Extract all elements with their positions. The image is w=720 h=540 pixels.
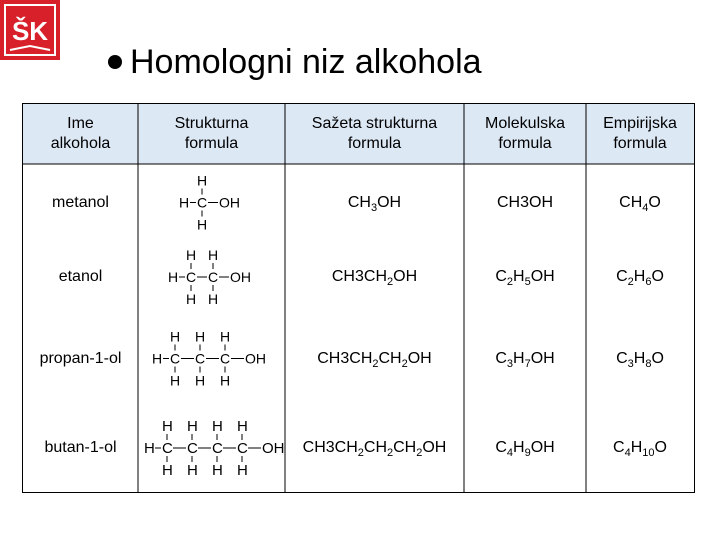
alcohol-name: etanol [58, 268, 103, 285]
atom-label: OH [229, 269, 251, 285]
formula-part: O [651, 268, 664, 285]
formula-subscript: 2 [401, 357, 408, 370]
cell-molecular [464, 241, 586, 313]
formula-subscript: 3 [506, 357, 513, 370]
cell-molecular [464, 404, 586, 492]
structural-formula [177, 164, 267, 241]
formula-part: H [630, 439, 643, 456]
atom-label: OH [218, 194, 240, 211]
atom-label: H [152, 350, 163, 367]
slide-title: Homologni niz alkohola [130, 43, 482, 81]
formula-subscript: 2 [387, 276, 394, 288]
formula-part: CH3CH [302, 439, 358, 456]
atom-label: H [187, 418, 198, 435]
formula-part: CH [347, 193, 371, 211]
cell-molecular [464, 164, 586, 241]
header-cell-molecular [464, 104, 586, 164]
formula-subscript: 2 [357, 447, 364, 459]
cell-empirical [586, 313, 694, 404]
cell-name [23, 404, 138, 492]
formula-text [348, 194, 401, 212]
atom-label: C [162, 440, 173, 457]
atom-label: H [162, 462, 173, 479]
formula-subscript: 2 [387, 447, 394, 459]
header-cell-condensed [285, 104, 464, 164]
header-cell-name [23, 104, 138, 164]
cell-molecular [464, 313, 586, 404]
formula-subscript: 3 [627, 357, 634, 370]
header-line: Ime [67, 115, 94, 132]
formula-subscript: 2 [627, 276, 634, 288]
formula-text [303, 439, 447, 457]
formula-part: H [513, 349, 525, 367]
cell-condensed [285, 313, 464, 404]
formula-text [495, 268, 554, 286]
atom-label: H [167, 269, 178, 285]
atom-label: C [212, 440, 223, 457]
header-cell-structural [138, 104, 285, 164]
formula-part: CH [393, 439, 417, 456]
atom-label: C [170, 350, 181, 367]
atom-label: H [170, 372, 181, 389]
formula-text [619, 194, 661, 212]
logo-text: ŠK [11, 16, 49, 46]
header-line: Strukturna [174, 115, 249, 132]
formula-text [332, 268, 417, 286]
slide-title-row [108, 38, 482, 86]
atom-label: C [185, 269, 196, 285]
formula-subscript: 5 [524, 276, 531, 288]
formula-part: CH3OH [496, 193, 553, 211]
atom-label: C [237, 440, 248, 457]
header-line: Empirijska [603, 115, 677, 132]
atom-label: C [187, 440, 198, 457]
cell-name [23, 313, 138, 404]
formula-part: C [495, 349, 507, 367]
atom-label: H [220, 372, 231, 389]
cell-condensed [285, 241, 464, 313]
cell-name [23, 241, 138, 313]
atom-label: H [196, 216, 207, 233]
formula-part: CH3CH [331, 268, 387, 285]
atom-label: H [185, 247, 196, 263]
header-line: Sažeta strukturna [311, 115, 438, 132]
school-logo [0, 0, 60, 60]
formula-part: OH [422, 439, 447, 456]
atom-label: H [237, 418, 248, 435]
formula-part: CH3CH [317, 349, 373, 367]
header-cell-empirical [586, 104, 694, 164]
formula-subscript: 2 [372, 357, 379, 370]
formula-text [616, 350, 664, 368]
formula-subscript: 4 [642, 201, 649, 214]
formula-part: OH [377, 193, 402, 211]
formula-part: O [651, 349, 664, 367]
atom-label: H [162, 418, 173, 435]
atom-label: OH [262, 440, 285, 457]
formula-part: H [513, 439, 525, 456]
formula-subscript: 4 [506, 447, 513, 459]
formula-part: C [495, 268, 507, 285]
formula-subscript: 8 [645, 357, 652, 370]
formula-part: CH [619, 193, 643, 211]
atom-label: OH [245, 350, 266, 367]
atom-label: H [220, 328, 231, 345]
atom-label: H [207, 247, 218, 263]
alcohol-name: butan-1-ol [44, 439, 117, 456]
formula-subscript: 6 [645, 276, 652, 288]
header-line: formula [498, 135, 552, 152]
formula-part: CH [378, 349, 402, 367]
formula-part: OH [530, 349, 555, 367]
formula-subscript: 2 [506, 276, 513, 288]
formula-text [613, 439, 667, 457]
alcohol-name: metanol [52, 193, 109, 211]
formula-subscript: 4 [624, 447, 631, 459]
formula-subscript: 10 [642, 447, 655, 459]
formula-part: OH [393, 268, 418, 285]
structural-formula [142, 404, 294, 492]
school-logo-mark [0, 0, 60, 60]
formula-part: C [613, 439, 625, 456]
structural-formula [150, 313, 277, 404]
atom-label: H [170, 328, 181, 345]
atom-label: H [207, 291, 218, 307]
atom-label: C [196, 194, 207, 211]
formula-part: H [633, 268, 646, 285]
alcohol-name: propan-1-ol [39, 349, 122, 367]
formula-text [616, 268, 664, 286]
formula-subscript: 9 [524, 447, 531, 459]
header-line: formula [184, 135, 239, 152]
atom-label: H [195, 328, 206, 345]
formula-part: OH [530, 268, 555, 285]
formula-part: C [616, 268, 628, 285]
formula-part: O [648, 193, 661, 211]
atom-label: H [195, 372, 206, 389]
atom-label: C [195, 350, 206, 367]
formula-part: H [513, 268, 525, 285]
atom-label: H [187, 462, 198, 479]
cell-condensed [285, 164, 464, 241]
formula-text [317, 350, 431, 368]
formula-text [497, 194, 553, 212]
formula-part: OH [407, 349, 432, 367]
header-line: alkohola [50, 135, 111, 152]
atom-label: H [144, 440, 155, 457]
formula-part: C [616, 349, 628, 367]
atom-label: C [220, 350, 231, 367]
cell-empirical [586, 164, 694, 241]
atom-label: H [185, 291, 196, 307]
formula-subscript: 2 [416, 447, 423, 459]
formula-text [495, 439, 554, 457]
alcohol-table [22, 103, 695, 493]
structural-formula [166, 241, 262, 313]
header-line: formula [347, 135, 402, 152]
atom-label: C [207, 269, 218, 285]
cell-empirical [586, 241, 694, 313]
formula-part: OH [530, 439, 555, 456]
header-line: formula [613, 135, 667, 152]
formula-subscript: 7 [524, 357, 531, 370]
atom-label: H [212, 418, 223, 435]
formula-part: H [633, 349, 646, 367]
formula-part: O [654, 439, 667, 456]
cell-empirical [586, 404, 694, 492]
atom-label: H [178, 194, 189, 211]
cell-name [23, 164, 138, 241]
header-line: Molekulska [484, 115, 566, 132]
cell-condensed [285, 404, 464, 492]
atom-label: H [196, 172, 207, 189]
formula-text [495, 350, 554, 368]
bullet-icon [108, 55, 122, 69]
formula-part: CH [363, 439, 387, 456]
atom-label: H [212, 462, 223, 479]
atom-label: H [237, 462, 248, 479]
formula-subscript: 3 [370, 201, 378, 214]
formula-part: C [495, 439, 507, 456]
